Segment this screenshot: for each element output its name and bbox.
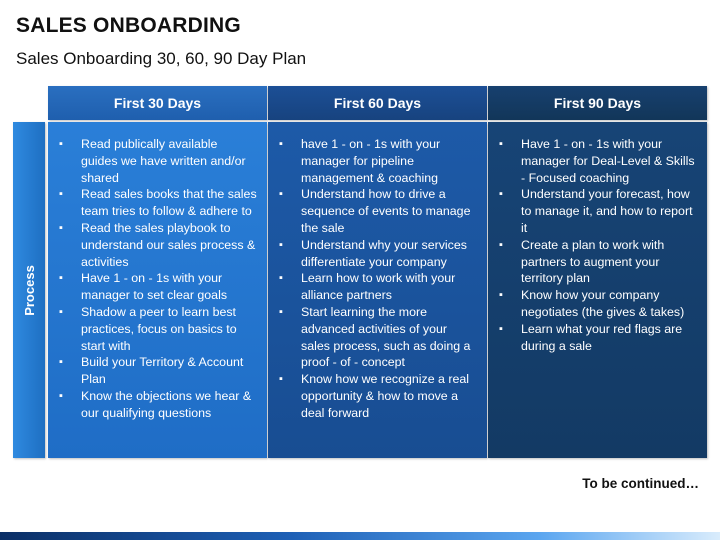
page-subtitle: Sales Onboarding 30, 60, 90 Day Plan bbox=[16, 49, 307, 68]
list-item: ▪ Have 1 - on - 1s with your manager for Deal-Level & Skills - Focused coaching bbox=[498, 136, 697, 186]
list-item: ▪ Start learning the more advanced activities of your sales process, such as doing a proof - of - concept bbox=[278, 304, 477, 371]
column-header-30-days: First 30 Days bbox=[48, 86, 267, 120]
decorative-bottom-bar bbox=[0, 532, 720, 540]
list-30-days bbox=[58, 136, 257, 422]
list-item: ▪ Read sales books that the sales team tries to follow & adhere to bbox=[58, 186, 257, 220]
row-label-text: Process bbox=[21, 264, 37, 316]
column-header-90-days: First 90 Days bbox=[488, 86, 707, 120]
list-item: ▪ Understand how to drive a sequence of events to manage the sale bbox=[278, 186, 477, 236]
row-label-process bbox=[13, 122, 45, 458]
list-90-days bbox=[498, 136, 697, 354]
list-item: ▪ Learn what your red flags are during a sale bbox=[498, 321, 697, 355]
list-item: ▪ Have 1 - on - 1s with your manager to set clear goals bbox=[58, 270, 257, 304]
list-item: ▪ Read the sales playbook to understand our sales process & activities bbox=[58, 220, 257, 270]
list-item: ▪ Know the objections we hear & our qualifying questions bbox=[58, 388, 257, 422]
cell-30-days bbox=[48, 122, 267, 458]
list-item: ▪ Shadow a peer to learn best practices, focus on basics to start with bbox=[58, 304, 257, 354]
column-header-60-days: First 60 Days bbox=[268, 86, 487, 120]
list-item: ▪ Create a plan to work with partners to augment your territory plan bbox=[498, 237, 697, 287]
continued-note: To be continued… bbox=[582, 476, 699, 491]
list-item: ▪ Know how your company negotiates (the gives & takes) bbox=[498, 287, 697, 321]
list-item: ▪ Read publically available guides we have written and/or shared bbox=[58, 136, 257, 186]
list-item: ▪ Build your Territory & Account Plan bbox=[58, 354, 257, 388]
list-item: ▪ Learn how to work with your alliance partners bbox=[278, 270, 477, 304]
page-title: SALES ONBOARDING bbox=[16, 14, 241, 37]
list-item: ▪ Know how we recognize a real opportunity & how to move a deal forward bbox=[278, 371, 477, 421]
list-60-days bbox=[278, 136, 477, 422]
list-item: ▪ Understand your forecast, how to manage it, and how to report it bbox=[498, 186, 697, 236]
list-item: ▪ Understand why your services differentiate your company bbox=[278, 237, 477, 271]
cell-60-days bbox=[268, 122, 487, 458]
list-item: ▪ have 1 - on - 1s with your manager for pipeline management & coaching bbox=[278, 136, 477, 186]
cell-90-days bbox=[488, 122, 707, 458]
